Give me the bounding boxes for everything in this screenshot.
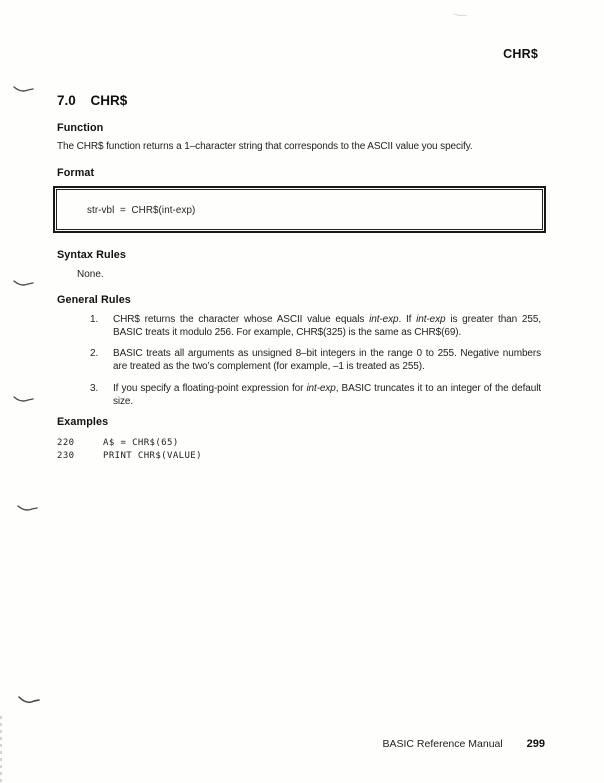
- rule-number: 2.: [90, 348, 99, 360]
- rule-number: 3.: [90, 382, 99, 394]
- format-heading: Format: [57, 166, 95, 179]
- rule-item: [57, 313, 541, 340]
- code-line: [57, 450, 545, 462]
- section-number: 7.0: [57, 93, 76, 108]
- page-footer: [382, 738, 545, 750]
- function-body: The CHR$ function returns a 1–character string that corresponds to the ASCII value you specify.: [57, 141, 473, 152]
- general-rules-list: [57, 313, 541, 409]
- code-line: [57, 437, 545, 449]
- format-syntax: str-vbl = CHR$(int-exp): [87, 204, 196, 216]
- rule-text: If you specify a floating-point expression for int-exp, BASIC truncates it to an integer of the default size.: [113, 382, 541, 407]
- pen-stroke-artifact: [18, 696, 40, 705]
- pen-stroke-artifact: [13, 279, 35, 288]
- rule-number: 1.: [90, 313, 99, 325]
- syntax-rules-body: None.: [77, 268, 104, 280]
- page-number: 299: [526, 738, 545, 750]
- examples-code: [57, 437, 545, 462]
- code-text: A$ = CHR$(65): [103, 438, 179, 449]
- rule-item: [57, 382, 541, 409]
- rule-text: CHR$ returns the character whose ASCII value equals int-exp. If int-exp is greater than 255, BASIC treats it modulo 256. For example, CHR$(325) is the same as CHR$(69).: [113, 313, 541, 338]
- section-name: CHR$: [90, 93, 128, 108]
- format-box-inner: [56, 189, 543, 230]
- rule-text: BASIC treats all arguments as unsigned 8–bit integers in the range 0 to 255. Negative numbers are treated as the two’s complement (for example, –1 is treated as 255).: [113, 348, 541, 373]
- section-title: [57, 93, 545, 108]
- code-line-number: 220: [57, 438, 75, 449]
- function-heading: Function: [57, 122, 104, 134]
- syntax-rules-heading: Syntax Rules: [57, 248, 127, 261]
- running-head: CHR$: [503, 47, 538, 61]
- page-content: [57, 0, 545, 462]
- code-text: PRINT CHR$(VALUE): [103, 450, 202, 461]
- pen-stroke-artifact: [13, 85, 35, 94]
- scan-edge-artifact: [0, 716, 2, 783]
- rule-item: [57, 347, 541, 374]
- general-rules-heading: General Rules: [57, 293, 131, 306]
- format-box: [53, 186, 546, 233]
- pen-stroke-artifact: [17, 504, 39, 513]
- examples-heading: Examples: [57, 416, 109, 429]
- code-line-number: 230: [57, 450, 75, 461]
- pen-stroke-artifact: [13, 395, 35, 404]
- manual-title: BASIC Reference Manual: [382, 738, 503, 750]
